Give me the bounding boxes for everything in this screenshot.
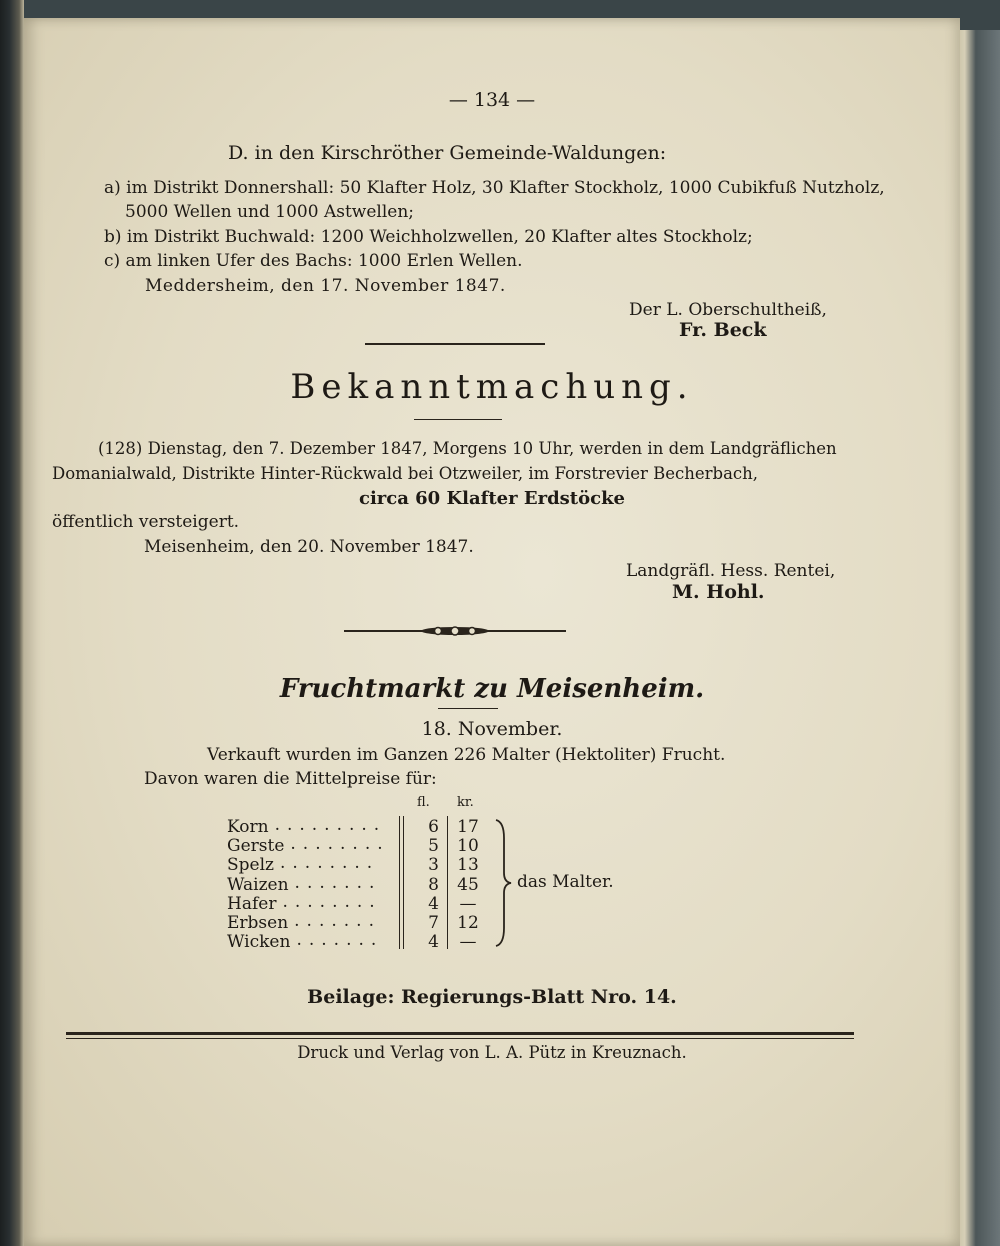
footer-rule-thin	[66, 1038, 854, 1039]
section-d-item-a-line2: 5000 Wellen und 1000 Astwellen;	[125, 202, 415, 222]
brace-icon	[494, 818, 514, 948]
table-row	[227, 817, 527, 836]
document-page	[24, 18, 960, 1246]
table-rule-left-1	[399, 816, 400, 949]
price-fl: 8	[428, 874, 439, 895]
grain-name: Hafer	[227, 893, 277, 914]
fruchtmarkt-intro: Davon waren die Mittelpreise für:	[144, 769, 437, 789]
bekanntmachung-highlight: circa 60 Klafter Erdstöcke	[358, 488, 626, 509]
fruchtmarkt-date: 18. November.	[421, 718, 563, 740]
price-fl: 4	[428, 932, 439, 953]
leader-dots: .......	[294, 911, 381, 931]
fruchtmarkt-heading: Fruchtmarkt zu Meisenheim.	[279, 674, 705, 704]
leader-dots: ........	[282, 891, 382, 912]
fruchtmarkt-underline	[438, 708, 498, 709]
column-header-fl: fl.	[417, 795, 430, 810]
beilage-notice: Beilage: Regierungs-Blatt Nro. 14.	[307, 986, 677, 1008]
price-kr: 10	[457, 836, 479, 857]
table-rule-left-2	[403, 816, 404, 949]
leader-dots: .........	[274, 815, 387, 835]
heading-underline	[414, 419, 502, 420]
leader-dots: ........	[290, 834, 390, 855]
grain-name: Wicken	[227, 932, 291, 953]
section-d-signature-name: Fr. Beck	[679, 319, 767, 341]
imprint: Druck und Verlag von L. A. Pütz in Kreuznach.	[297, 1043, 687, 1062]
table-rule-middle	[447, 816, 448, 949]
price-fl: 5	[428, 836, 439, 857]
table-row	[227, 932, 527, 951]
unit-note: das Malter.	[517, 872, 614, 892]
bekanntmachung-line1: (128) Dienstag, den 7. Dezember 1847, Morgens 10 Uhr, werden in dem Landgräflichen	[98, 439, 837, 458]
page-number: — 134 —	[448, 89, 536, 111]
bekanntmachung-heading: Bekanntmachung.	[290, 367, 694, 407]
fruchtmarkt-sold: Verkauft wurden im Ganzen 226 Malter (Hektoliter) Frucht.	[207, 745, 726, 765]
price-kr: —	[459, 932, 477, 953]
footer-rule-thick	[66, 1032, 854, 1035]
price-fl: 3	[428, 855, 439, 876]
table-row	[227, 872, 527, 895]
section-d-title: D. in den Kirschröther Gemeinde-Waldungen:	[228, 142, 667, 164]
bekanntmachung-line3: öffentlich versteigert.	[52, 512, 240, 532]
section-d-signature-title: Der L. Oberschultheiß,	[629, 300, 827, 320]
price-fl: 4	[428, 893, 439, 914]
bekanntmachung-signature-name: M. Hohl.	[672, 581, 765, 603]
section-d-place-date: Meddersheim, den 17. November 1847.	[145, 276, 506, 296]
section-d-item-b: b) im Distrikt Buchwald: 1200 Weichholzwellen, 20 Klafter altes Stockholz;	[104, 227, 753, 247]
table-row	[227, 891, 527, 914]
bekanntmachung-place-date: Meisenheim, den 20. November 1847.	[144, 537, 474, 557]
price-kr: 13	[457, 855, 479, 876]
book-edge	[956, 30, 1000, 1246]
grain-name: Waizen	[227, 874, 289, 895]
leader-dots: ........	[279, 853, 380, 874]
leader-dots: .......	[294, 872, 382, 893]
separator-rule	[365, 343, 545, 345]
grain-name: Gerste	[227, 836, 285, 857]
price-kr: 17	[457, 817, 479, 837]
price-kr: 12	[457, 913, 479, 933]
price-fl: 7	[428, 913, 439, 933]
table-row	[227, 855, 527, 874]
table-row	[227, 836, 527, 855]
section-d-item-a-line1: a) im Distrikt Donnershall: 50 Klafter Holz, 30 Klafter Stockholz, 1000 Cubikfuß Nutzholz,	[104, 178, 885, 198]
table-row	[227, 913, 527, 932]
grain-name: Spelz	[227, 855, 274, 876]
price-kr: —	[459, 893, 477, 914]
book-spine	[0, 0, 24, 1246]
ornamental-divider	[344, 621, 566, 641]
column-header-kr: kr.	[457, 795, 474, 810]
section-d-item-c: c) am linken Ufer des Bachs: 1000 Erlen Wellen.	[104, 251, 523, 271]
price-fl: 6	[428, 817, 439, 837]
bekanntmachung-line2: Domanialwald, Distrikte Hinter-Rückwald bei Otzweiler, im Forstrevier Becherbach,	[52, 464, 759, 483]
price-kr: 45	[457, 874, 479, 895]
grain-name: Korn	[227, 817, 269, 837]
grain-name: Erbsen	[227, 913, 289, 933]
leader-dots: .......	[296, 930, 384, 951]
bekanntmachung-signature-title: Landgräfl. Hess. Rentei,	[626, 561, 836, 581]
